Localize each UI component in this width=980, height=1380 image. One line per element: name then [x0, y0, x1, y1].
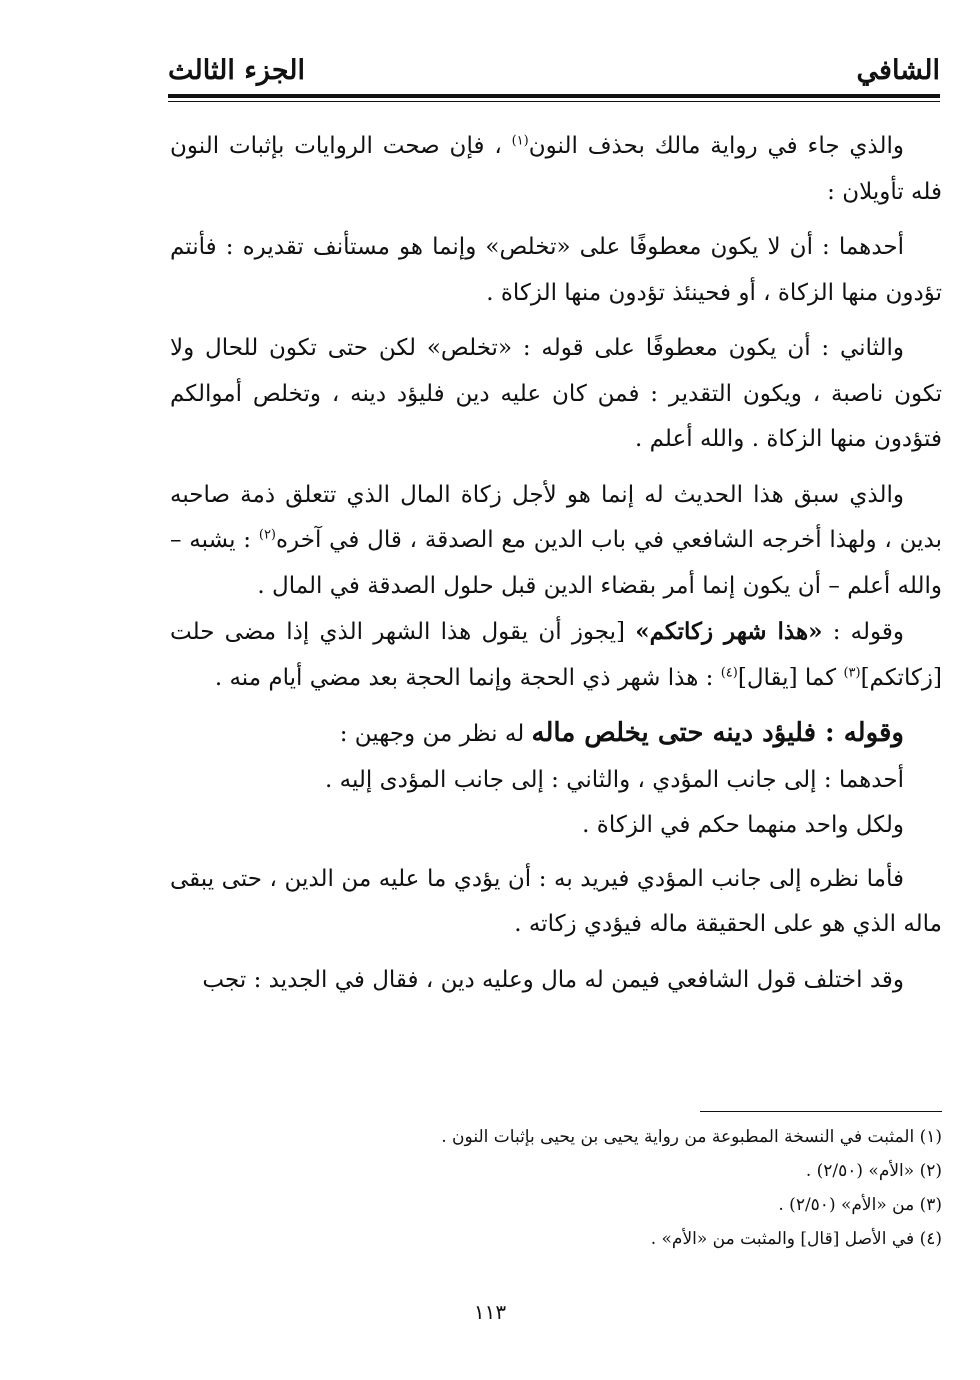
- footnote-ref-1: (١): [511, 133, 529, 149]
- paragraph-4: [170, 473, 942, 610]
- footnote-ref-3: (٣): [843, 664, 861, 680]
- paragraph-2: أحدهما : أن لا يكون معطوفًا على «تخلص» وإنما هو مستأنف تقديره : فأنتم تؤدون منها الزكاة ، أو فحينئذ تؤدون منها الزكاة .: [170, 234, 942, 306]
- paragraph-5-text-3: : هذا شهر ذي الحجة وإنما الحجة بعد مضي أيام منه .: [214, 664, 721, 691]
- header-rule-thick: [168, 94, 940, 98]
- paragraph-5-prefix: وقوله :: [822, 619, 904, 645]
- paragraph-5-text: [يجوز أن يقول هذا الشهر الذي إذا مضى حلت [زكاتكم]: [170, 619, 942, 691]
- header-book-title: الشافي: [856, 54, 940, 86]
- paragraph-10: وقد اختلف قول الشافعي فيمن له مال وعليه دين ، فقال في الجديد : تجب: [202, 966, 904, 993]
- paragraph-8: ولكل واحد منهما حكم في الزكاة .: [582, 812, 904, 838]
- paragraph-9: فأما نظره إلى جانب المؤدي فيريد به : أن يؤدي ما عليه من الدين ، حتى يبقى ماله الذي هو على الحقيقة ماله فيؤدي زكاته .: [170, 865, 942, 937]
- footnote-3: (٣) من «الأم» (٢/٥٠) .: [778, 1195, 942, 1215]
- footnote-2: (٢) «الأم» (٢/٥٠) .: [805, 1161, 942, 1181]
- running-header: [168, 50, 940, 90]
- paragraph-3: والثاني : أن يكون معطوفًا على قوله : «تخلص» لكن حتى تكون للحال ولا تكون ناصبة ، ويكون التقدير : فمن كان عليه دين فليؤد دينه ، وتخلص أموالكم فتؤدون منها الزكاة . والله أعلم .: [170, 335, 942, 452]
- page-number: ١١٣: [473, 1300, 507, 1324]
- section-lead: وقوله : فليؤد دينه حتى يخلص ماله: [531, 718, 904, 748]
- paragraph-4-text: والذي سبق هذا الحديث له إنما هو لأجل زكاة المال الذي تتعلق ذمة صاحبه بدين ، ولهذا أخرجه الشافعي في باب الدين مع الصدقة ، قال في آخره: [170, 481, 943, 553]
- footnote-ref-2: (٢): [258, 527, 276, 543]
- header-rule-thin: [168, 101, 940, 102]
- paragraph-5: [170, 609, 942, 701]
- paragraph-1-text: والذي جاء في رواية مالك بحذف النون: [528, 133, 904, 159]
- paragraph-4-text-2: : يشبه – والله أعلم – أن يكون إنما أمر بقضاء الدين قبل حلول الصدقة في المال .: [170, 527, 942, 599]
- header-volume-title: الجزء الثالث: [168, 54, 305, 86]
- paragraph-1: [170, 124, 942, 215]
- hadith-quote: «هذا شهر زكاتكم»: [635, 618, 823, 645]
- footnotes: [170, 1120, 942, 1256]
- footnote-1: (١) المثبت في النسخة المطبوعة من رواية يحيى بن يحيى بإثبات النون .: [441, 1127, 942, 1147]
- paragraph-6-text: له نظر من وجهين :: [339, 721, 532, 747]
- paragraph-6: [170, 711, 942, 758]
- paragraph-7: أحدهما : إلى جانب المؤدي ، والثاني : إلى جانب المؤدى إليه .: [325, 766, 904, 793]
- footnote-4: (٤) في الأصل [قال] والمثبت من «الأم» .: [650, 1229, 942, 1249]
- paragraph-1-text-2: ، فإن صحت الروايات بإثبات النون فله تأويلان :: [170, 133, 942, 205]
- footnote-ref-4: (٤): [720, 664, 738, 680]
- paragraph-5-text-2: كما [يقال]: [737, 664, 844, 691]
- main-text: [170, 124, 942, 1003]
- footnote-rule: [700, 1111, 942, 1112]
